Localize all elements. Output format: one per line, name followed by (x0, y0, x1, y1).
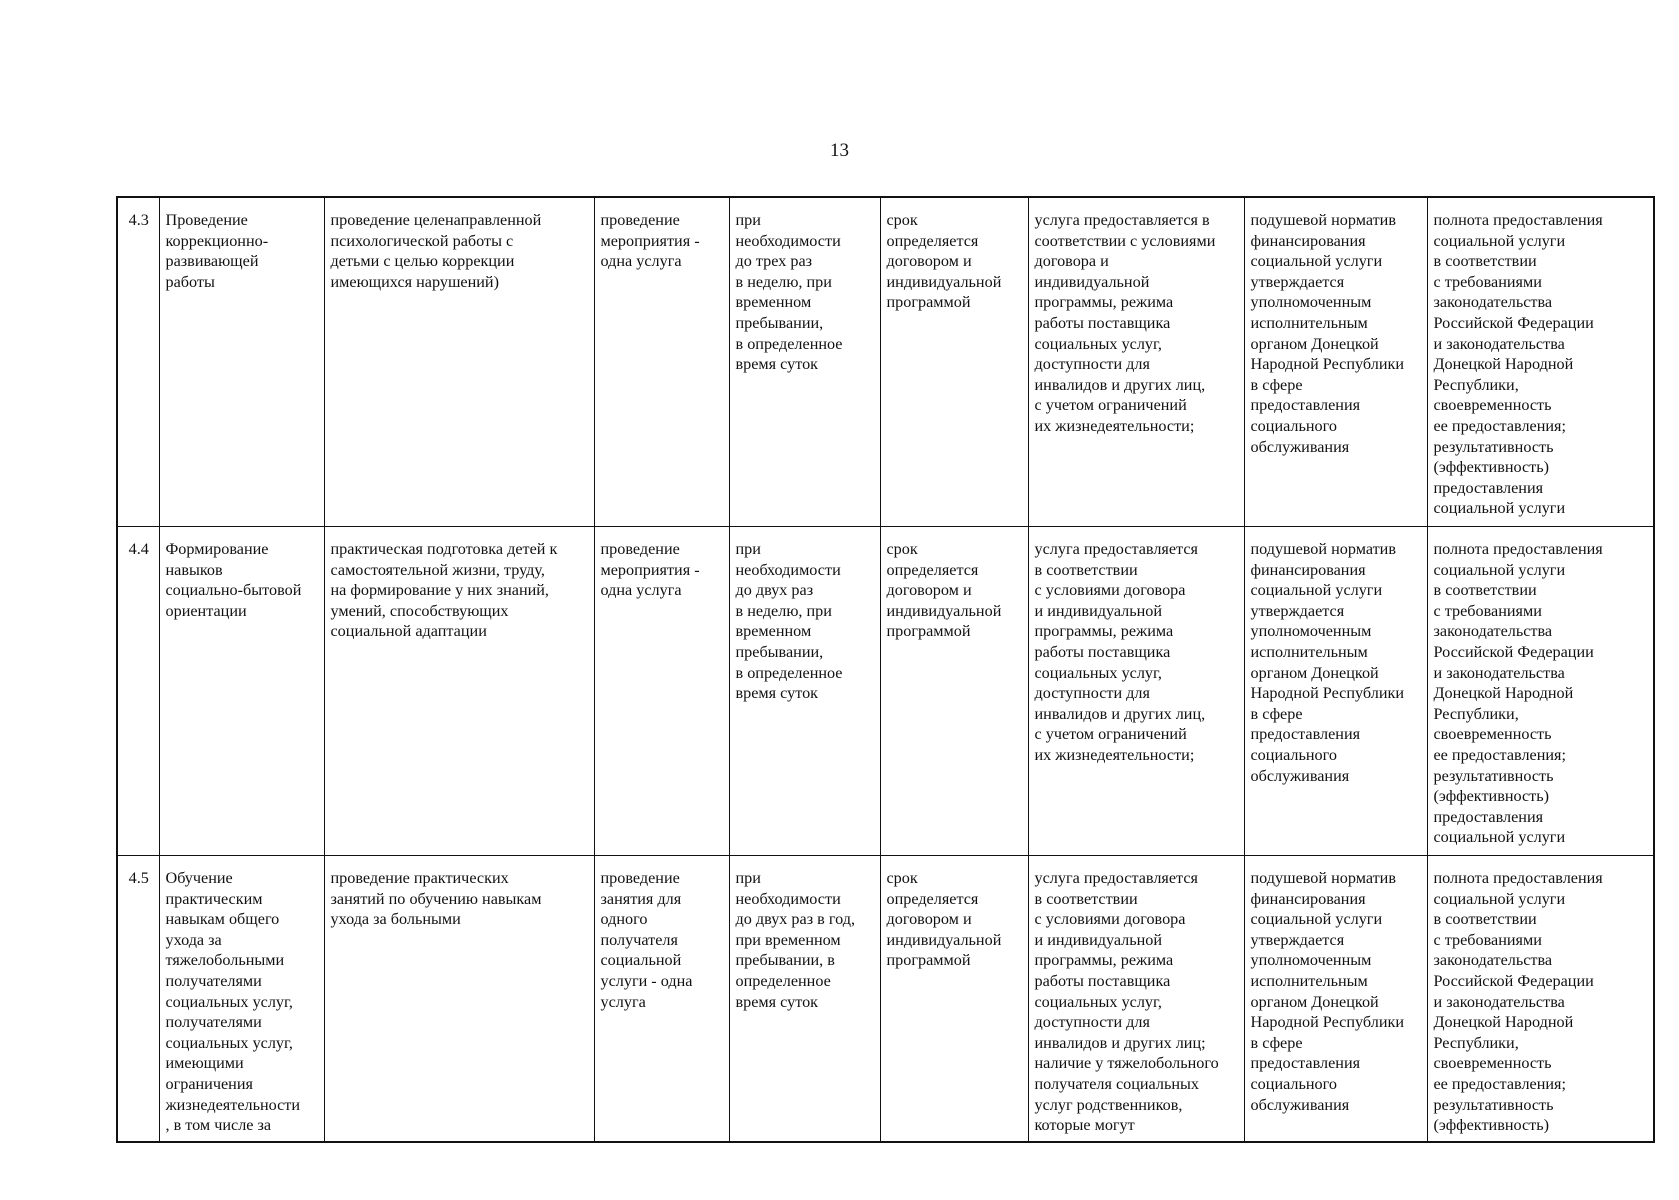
service-name: Обучение практическим навыкам общего ухода за тяжелобольными получателями социальных услуг, получателями социальных услуг, имеющими ограничения жизнедеятельности , в том числе за (159, 856, 324, 1142)
service-funding: подушевой норматив финансирования социальной услуги утверждается уполномоченным исполнительным органом Донецкой Народной Республики в сфере предоставления социального обслуживания (1244, 856, 1427, 1142)
service-term: срок определяется договором и индивидуальной программой (880, 856, 1028, 1142)
page-number: 13 (830, 140, 849, 161)
service-quality: полнота предоставления социальной услуги в соответствии с требованиями законодательства Российской Федерации и законодательства Донецкой Народной Республики, своевременность ее предоставления; результативность (эффективность) (1427, 856, 1654, 1142)
service-conditions: услуга предоставляется в соответствии с условиями договора и индивидуальной программы, режима работы поставщика социальных услуг, доступности для инвалидов и других лиц; наличие у тяжелобольного получателя социальных услуг родственников, которые могут (1028, 856, 1244, 1142)
service-name: Формирование навыков социально-бытовой ориентации (159, 527, 324, 856)
service-conditions: услуга предоставляется в соответствии с условиями договора и индивидуальной программы, режима работы поставщика социальных услуг, доступности для инвалидов и других лиц, с учетом ограничений их жизнедеятельности; (1028, 527, 1244, 856)
service-term: срок определяется договором и индивидуальной программой (880, 527, 1028, 856)
row-number: 4.3 (117, 197, 159, 527)
service-quality: полнота предоставления социальной услуги в соответствии с требованиями законодательства Российской Федерации и законодательства Донецкой Народной Республики, своевременность ее предоставления; результативность (эффективность) предоставления социальной услуги (1427, 197, 1654, 527)
services-table (116, 196, 1655, 1143)
table-row (117, 856, 1654, 1142)
service-description: проведение практических занятий по обучению навыкам ухода за больными (324, 856, 594, 1142)
row-number: 4.4 (117, 527, 159, 856)
service-name: Проведение коррекционно- развивающей работы (159, 197, 324, 527)
table-row (117, 197, 1654, 527)
service-unit: проведение занятия для одного получателя социальной услуги - одна услуга (594, 856, 729, 1142)
service-description: проведение целенаправленной психологической работы с детьми с целью коррекции имеющихся нарушений) (324, 197, 594, 527)
service-funding: подушевой норматив финансирования социальной услуги утверждается уполномоченным исполнительным органом Донецкой Народной Республики в сфере предоставления социального обслуживания (1244, 527, 1427, 856)
service-conditions: услуга предоставляется в соответствии с условиями договора и индивидуальной программы, режима работы поставщика социальных услуг, доступности для инвалидов и других лиц, с учетом ограничений их жизнедеятельности; (1028, 197, 1244, 527)
service-frequency: при необходимости до двух раз в год, при временном пребывании, в определенное время суток (729, 856, 880, 1142)
service-term: срок определяется договором и индивидуальной программой (880, 197, 1028, 527)
table-row (117, 527, 1654, 856)
service-unit: проведение мероприятия - одна услуга (594, 527, 729, 856)
row-number: 4.5 (117, 856, 159, 1142)
service-frequency: при необходимости до двух раз в неделю, при временном пребывании, в определенное время суток (729, 527, 880, 856)
service-quality: полнота предоставления социальной услуги в соответствии с требованиями законодательства Российской Федерации и законодательства Донецкой Народной Республики, своевременность ее предоставления; результативность (эффективность) предоставления социальной услуги (1427, 527, 1654, 856)
service-unit: проведение мероприятия - одна услуга (594, 197, 729, 527)
service-funding: подушевой норматив финансирования социальной услуги утверждается уполномоченным исполнительным органом Донецкой Народной Республики в сфере предоставления социального обслуживания (1244, 197, 1427, 527)
service-description: практическая подготовка детей к самостоятельной жизни, труду, на формирование у них знаний, умений, способствующих социальной адаптации (324, 527, 594, 856)
service-frequency: при необходимости до трех раз в неделю, при временном пребывании, в определенное время суток (729, 197, 880, 527)
